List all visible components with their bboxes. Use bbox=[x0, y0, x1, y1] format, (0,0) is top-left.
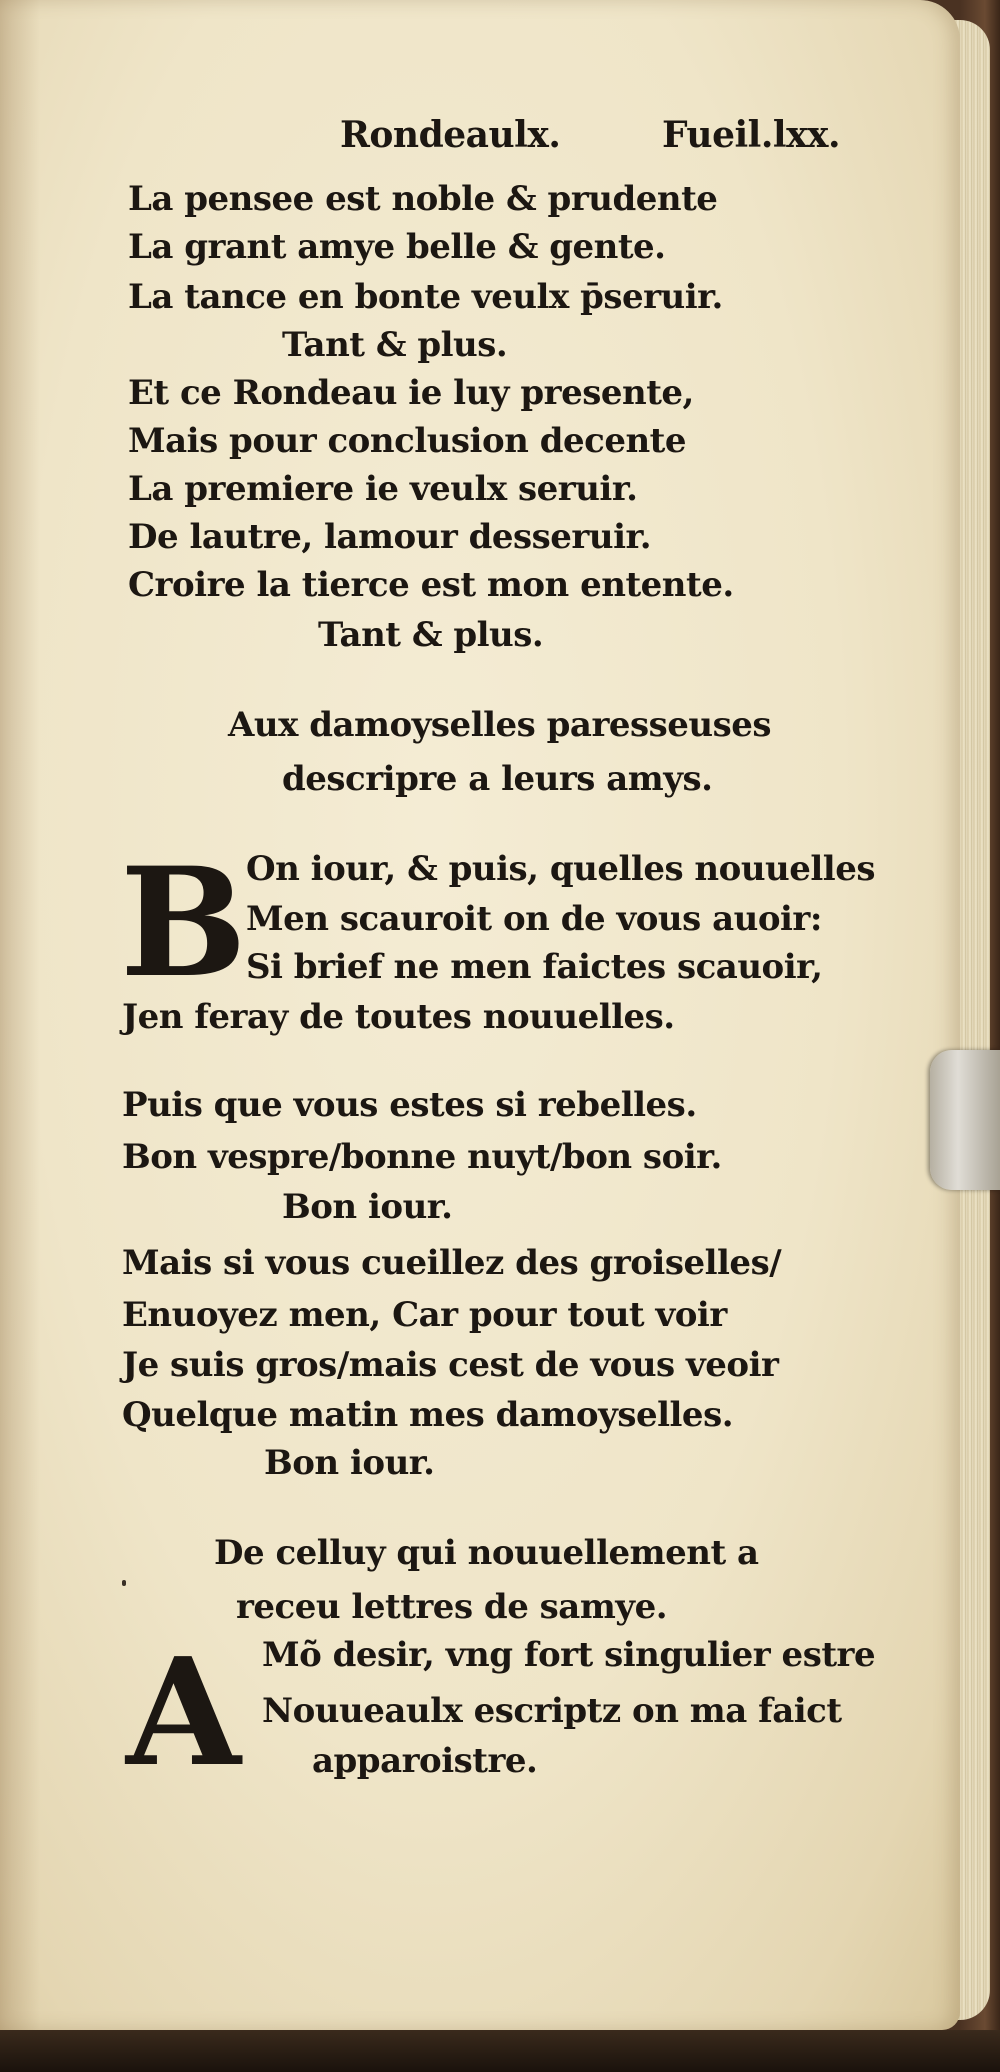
verse-line: Je suis gros/mais cest de vous veoir bbox=[122, 1345, 779, 1385]
book-bottom-edge bbox=[0, 2030, 1000, 2072]
verse-line: Jen feray de toutes nouuelles. bbox=[122, 997, 675, 1037]
refrain-line: Tant & plus. bbox=[318, 615, 544, 655]
verse-line: De lautre, lamour desseruir. bbox=[128, 517, 652, 557]
poem-title: descripre a leurs amys. bbox=[282, 759, 713, 799]
verse-line: Enuoyez men, Car pour tout voir bbox=[122, 1295, 727, 1335]
drop-cap-initial: A bbox=[126, 1625, 241, 1799]
verse-line: La tance en bonte veulx p̄seruir. bbox=[128, 277, 723, 317]
verse-line: Men scauroit on de vous auoir: bbox=[246, 899, 822, 939]
verse-line: Puis que vous estes si rebelles. bbox=[122, 1085, 697, 1125]
verse-line: apparoistre. bbox=[312, 1741, 538, 1781]
folio-number: Fueil.lxx. bbox=[662, 114, 841, 156]
verse-line: La pensee est noble & prudente bbox=[128, 179, 718, 219]
verse-line: Quelque matin mes damoyselles. bbox=[122, 1395, 734, 1435]
running-title: Rondeaulx. bbox=[340, 114, 561, 156]
verse-line: Bon vespre/bonne nuyt/bon soir. bbox=[122, 1137, 722, 1177]
refrain-line: Bon iour. bbox=[282, 1187, 453, 1227]
drop-cap-initial: B bbox=[120, 835, 247, 1011]
verse-line: Mõ desir, vng fort singulier estre bbox=[262, 1635, 876, 1675]
verse-line: Et ce Rondeau ie luy presente, bbox=[128, 373, 694, 413]
verse-line: La grant amye belle & gente. bbox=[128, 227, 666, 267]
poem-title: Aux damoyselles paresseuses bbox=[228, 705, 772, 745]
verse-line: Nouueaulx escriptz on ma faict bbox=[262, 1691, 842, 1731]
ink-speck bbox=[122, 1580, 126, 1586]
spine-shadow bbox=[0, 0, 40, 2030]
metal-clasp bbox=[930, 1050, 1000, 1190]
verse-line: Mais pour conclusion decente bbox=[128, 421, 687, 461]
verse-line: Si brief ne men faictes scauoir, bbox=[246, 947, 823, 987]
refrain-line: Bon iour. bbox=[264, 1443, 435, 1483]
poem-title: receu lettres de samye. bbox=[236, 1587, 668, 1627]
verse-line: Croire la tierce est mon entente. bbox=[128, 565, 734, 605]
verse-line: On iour, & puis, quelles nouuelles bbox=[246, 849, 875, 889]
poem-title: De celluy qui nouuellement a bbox=[214, 1533, 759, 1573]
refrain-line: Tant & plus. bbox=[282, 325, 508, 365]
verse-line: La premiere ie veulx seruir. bbox=[128, 469, 638, 509]
verse-line: Mais si vous cueillez des groiselles/ bbox=[122, 1243, 782, 1283]
